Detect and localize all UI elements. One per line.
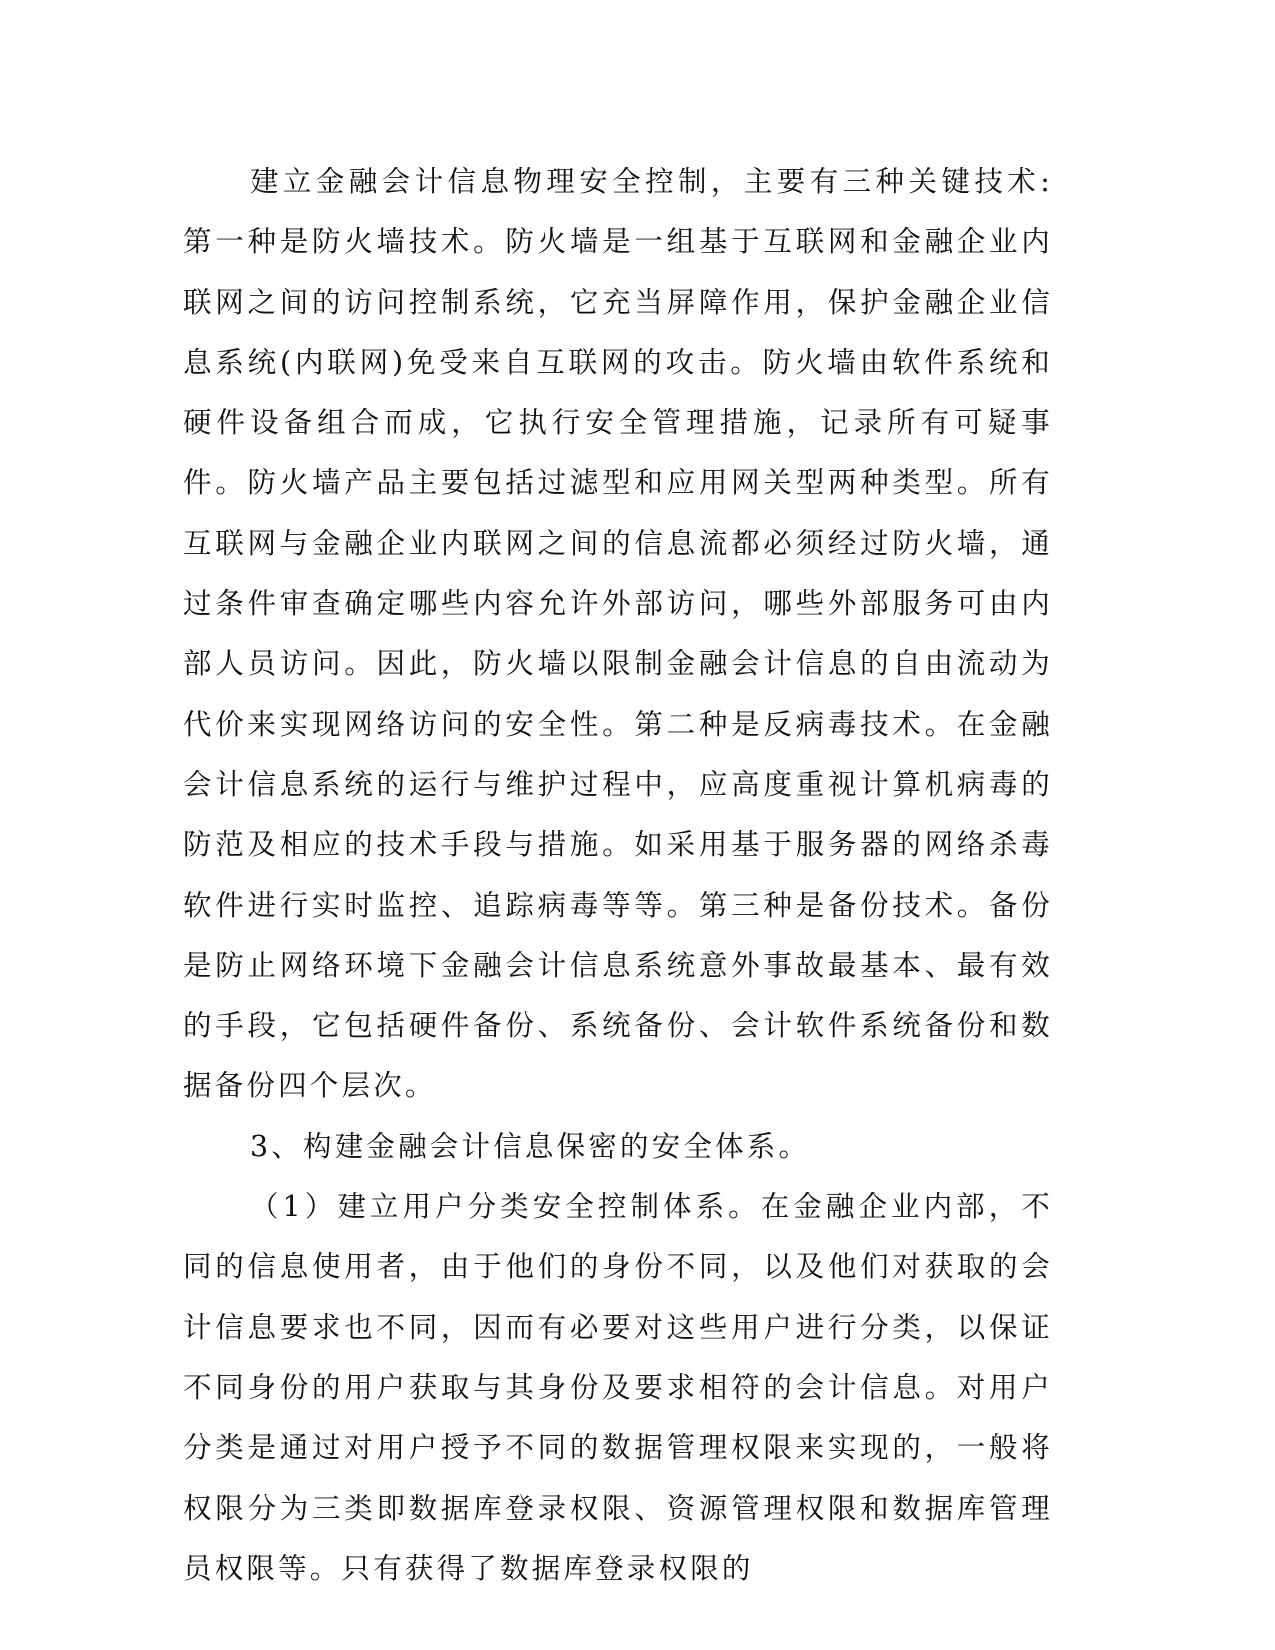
paragraph-user-classification: （1）建立用户分类安全控制体系。在金融企业内部，不同的信息使用者，由于他们的身份不同，以及他们对获取的会计信息要求也不同，因而有必要对这些用户进行分类，以保证不同身份的用户获取与其身份及要求相符的会计信息。对用户分类是通过对用户授予不同的数据管理权限来实现的，一般将权限分为三类即数据库登录权限、资源管理权限和数据库管理员权限等。只有获得了数据库登录权限的 [183,1190,1053,1585]
paragraph-physical-security: 建立金融会计信息物理安全控制，主要有三种关键技术:第一种是防火墙技术。防火墙是一组基于互联网和金融企业内联网之间的访问控制系统，它充当屏障作用，保护金融企业信息系统(内联网)免受来自互联网的攻击。防火墙由软件系统和硬件设备组合而成，它执行安全管理措施，记录所有可疑事件。防火墙产品主要包括过滤型和应用网关型两种类型。所有互联网与金融企业内联网之间的信息流都必须经过防火墙，通过条件审查确定哪些内容允许外部访问，哪些外部服务可由内部人员访问。因此，防火墙以限制金融会计信息的自由流动为代价来实现网络访问的安全性。第二种是反病毒技术。在金融会计信息系统的运行与维护过程中，应高度重视计算机病毒的防范及相应的技术手段与措施。如采用基于服务器的网络杀毒软件进行实时监控、追踪病毒等等。第三种是备份技术。备份是防止网络环境下金融会计信息系统意外事故最基本、最有效的手段，它包括硬件备份、系统备份、会计软件系统备份和数据备份四个层次。 [183,165,1053,1103]
document-body [183,152,1053,1599]
section-heading-3: 3、构建金融会计信息保密的安全体系。 [249,1129,811,1163]
